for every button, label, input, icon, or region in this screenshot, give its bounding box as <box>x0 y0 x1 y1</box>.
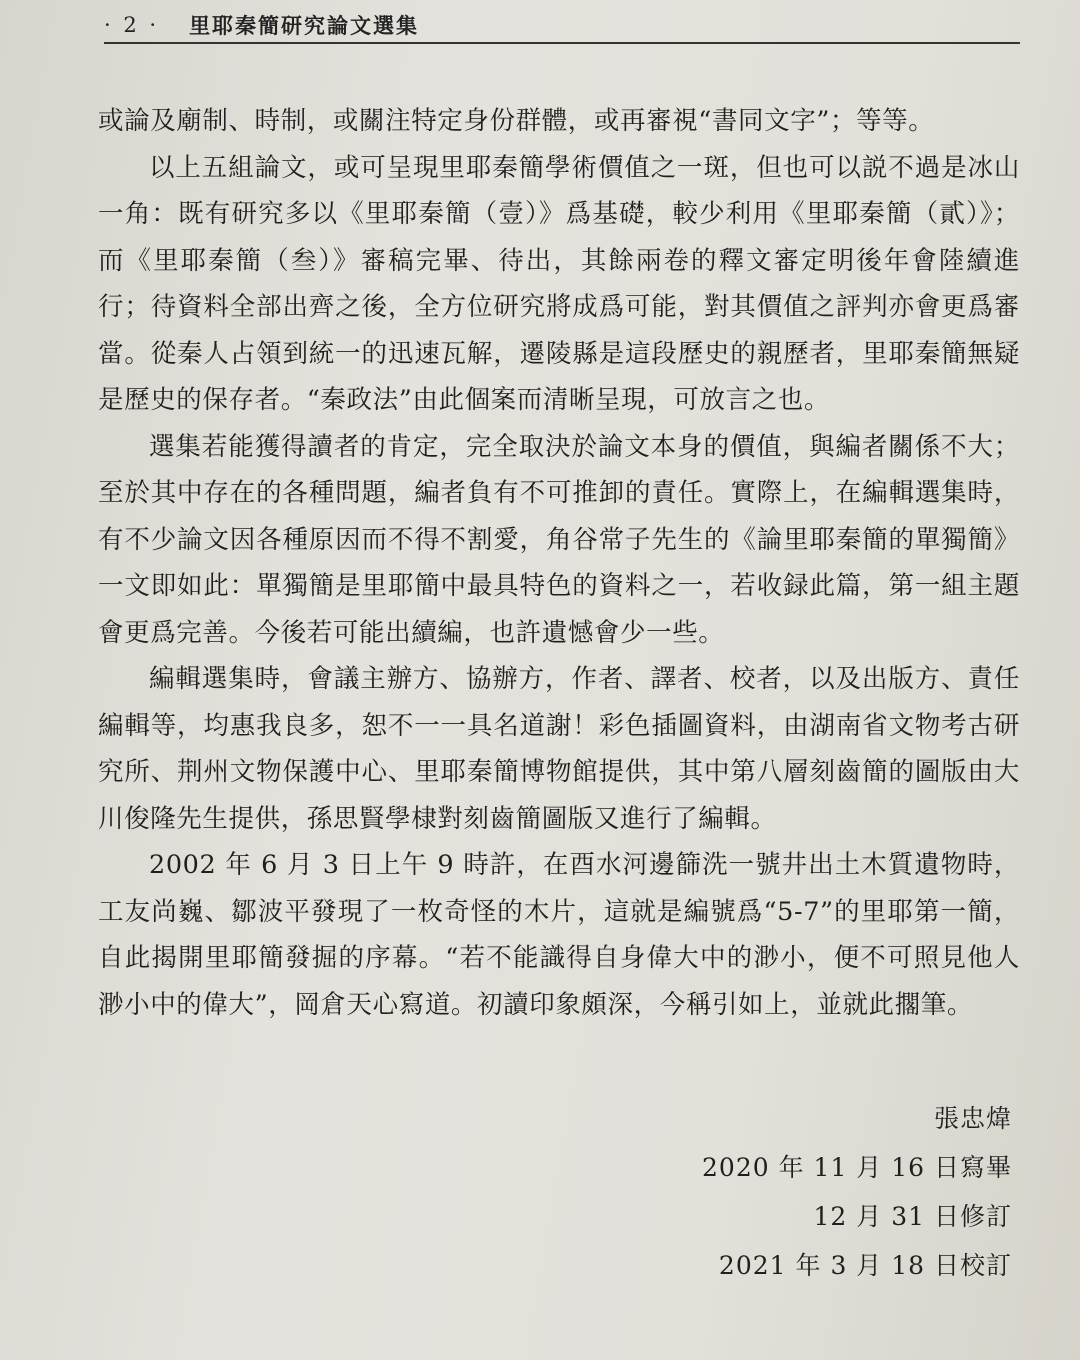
book-title: 里耶秦簡研究論文選集 <box>189 13 420 38</box>
date-revised: 12 月 31 日修訂 <box>813 1202 1012 1231</box>
author-name: 張忠煒 <box>933 1104 1012 1133</box>
body-text <box>98 98 1020 1028</box>
date-proofread: 2021 年 3 月 18 日校訂 <box>718 1251 1012 1280</box>
signature-block <box>702 1094 1012 1290</box>
header-rule <box>104 42 1020 44</box>
paragraph-reader-approval: 選集若能獲得讀者的肯定，完全取決於論文本身的價值，與編者關係不大；至於其中存在的各種問題，編者負有不可推卸的責任。實際上，在編輯選集時，有不少論文因各種原因而不得不割愛，角谷常子先生的《論里耶秦簡的單獨簡》一文即如此：單獨簡是里耶簡中最具特色的資料之一，若收録此篇，第一組主題會更爲完善。今後若可能出續編，也許遺憾會少一些。 <box>98 431 1020 648</box>
paragraph-discovery: 2002 年 6 月 3 日上午 9 時許，在酉水河邊篩洗一號井出土木質遺物時，工友尚巍、鄒波平發現了一枚奇怪的木片，這就是編號爲“5-7”的里耶第一簡，自此揭開里耶簡發掘的序幕。“若不能識得自身偉大中的渺小，便不可照見他人渺小中的偉大”，岡倉天心寫道。初讀印象頗深，今稱引如上，並就此擱筆。 <box>98 850 1020 1020</box>
paragraph-five-groups: 以上五組論文，或可呈現里耶秦簡學術價值之一斑，但也可以説不過是冰山一角：既有研究多以《里耶秦簡（壹）》爲基礎，較少利用《里耶秦簡（貳）》；而《里耶秦簡（叁）》審稿完畢、待出，其餘兩卷的釋文審定明後年會陸續進行；待資料全部出齊之後，全方位研究將成爲可能，對其價值之評判亦會更爲審當。從秦人占領到統一的迅速瓦解，遷陵縣是這段歷史的親歷者，里耶秦簡無疑是歷史的保存者。“秦政法”由此個案而清晰呈現，可放言之也。 <box>98 152 1020 415</box>
paragraph-continuation: 或論及廟制、時制，或關注特定身份群體，或再審視“書同文字”；等等。 <box>98 106 935 136</box>
date-written: 2020 年 11 月 16 日寫畢 <box>702 1153 1012 1182</box>
running-header <box>104 8 1020 42</box>
page-number: · 2 · <box>104 13 160 37</box>
paragraph-acknowledgements: 編輯選集時，會議主辦方、協辦方，作者、譯者、校者，以及出版方、責任編輯等，均惠我良多，恕不一一具名道謝！彩色插圖資料，由湖南省文物考古研究所、荆州文物保護中心、里耶秦簡博物館提供，其中第八層刻齒簡的圖版由大川俊隆先生提供，孫思賢學棣對刻齒簡圖版又進行了編輯。 <box>98 664 1020 834</box>
